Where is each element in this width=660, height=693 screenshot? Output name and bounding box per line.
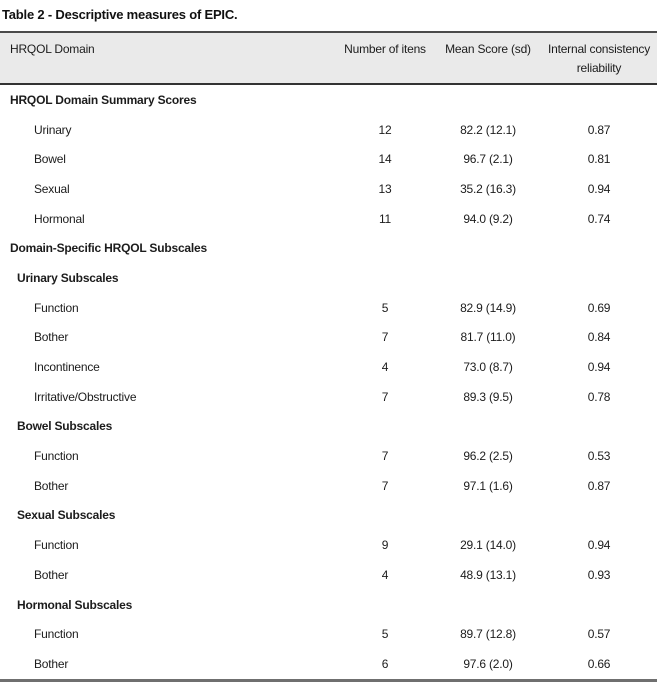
table-row [0, 263, 657, 293]
row-label: Bowel Subscales [17, 419, 113, 434]
table-row [0, 115, 657, 145]
row-label: Irritative/Obstructive [34, 389, 137, 404]
row-label: Bowel [34, 152, 66, 167]
row-number-of-items: 4 [381, 360, 389, 375]
table-row [0, 441, 657, 471]
row-label: Hormonal Subscales [17, 597, 133, 612]
table-row [0, 233, 657, 263]
row-label: Bother [34, 656, 69, 671]
row-mean-score: 81.7 (11.0) [460, 330, 516, 345]
row-reliability: 0.66 [587, 656, 611, 671]
row-label: Function [34, 627, 79, 642]
row-reliability: 0.57 [587, 627, 611, 642]
row-number-of-items: 5 [381, 627, 389, 642]
row-label: Bother [34, 567, 69, 582]
table-row [0, 144, 657, 174]
row-mean-score: 97.1 (1.6) [463, 478, 513, 493]
row-number-of-items: 7 [381, 478, 389, 493]
row-mean-score: 35.2 (16.3) [460, 181, 516, 196]
row-reliability: 0.78 [587, 389, 611, 404]
row-reliability: 0.74 [587, 211, 611, 226]
table-row [0, 293, 657, 323]
row-label: HRQOL Domain Summary Scores [10, 92, 197, 107]
table-row [0, 85, 657, 115]
row-number-of-items: 4 [381, 567, 389, 582]
row-mean-score: 82.9 (14.9) [460, 300, 516, 315]
row-label: Function [34, 538, 79, 553]
row-number-of-items: 7 [381, 330, 389, 345]
row-reliability: 0.84 [587, 330, 611, 345]
table-row [0, 560, 657, 590]
row-mean-score: 48.9 (13.1) [460, 567, 516, 582]
table-row [0, 412, 657, 442]
row-number-of-items: 5 [381, 300, 389, 315]
row-mean-score: 96.7 (2.1) [463, 152, 513, 167]
row-label: Incontinence [34, 360, 100, 375]
table-row [0, 590, 657, 620]
table-row [0, 352, 657, 382]
column-header-items: Number of itens [344, 42, 426, 56]
row-reliability: 0.93 [587, 567, 611, 582]
row-number-of-items: 12 [378, 122, 392, 137]
row-label: Urinary Subscales [17, 270, 119, 285]
epic-table [0, 31, 657, 682]
row-label: Sexual Subscales [17, 508, 116, 523]
row-mean-score: 82.2 (12.1) [460, 122, 516, 137]
row-mean-score: 89.3 (9.5) [463, 389, 513, 404]
row-mean-score: 96.2 (2.5) [463, 449, 513, 464]
row-label: Hormonal [34, 211, 85, 226]
row-mean-score: 73.0 (8.7) [463, 360, 513, 375]
row-label: Bother [34, 330, 69, 345]
table-row [0, 204, 657, 234]
row-number-of-items: 13 [378, 181, 392, 196]
row-label: Sexual [34, 181, 70, 196]
table-row [0, 382, 657, 412]
column-header-domain: HRQOL Domain [10, 42, 95, 56]
table-row [0, 649, 657, 679]
row-mean-score: 94.0 (9.2) [463, 211, 513, 226]
row-reliability: 0.94 [587, 181, 611, 196]
row-reliability: 0.87 [587, 478, 611, 493]
row-number-of-items: 9 [381, 538, 389, 553]
table-row [0, 323, 657, 353]
row-label: Function [34, 449, 79, 464]
column-header-reliability: Internal consistency reliability [547, 42, 651, 75]
row-number-of-items: 7 [381, 449, 389, 464]
table-body [0, 85, 657, 679]
row-number-of-items: 6 [381, 656, 389, 671]
row-reliability: 0.94 [587, 538, 611, 553]
row-reliability: 0.94 [587, 360, 611, 375]
row-reliability: 0.53 [587, 449, 611, 464]
row-label: Bother [34, 478, 69, 493]
row-mean-score: 89.7 (12.8) [460, 627, 516, 642]
row-number-of-items: 14 [378, 152, 392, 167]
table-row [0, 530, 657, 560]
column-header-mean: Mean Score (sd) [445, 42, 531, 56]
table-row [0, 174, 657, 204]
row-label: Domain-Specific HRQOL Subscales [10, 241, 207, 256]
row-reliability: 0.81 [587, 152, 611, 167]
row-number-of-items: 11 [378, 211, 392, 226]
row-number-of-items: 7 [381, 389, 389, 404]
row-reliability: 0.87 [587, 122, 611, 137]
table-row [0, 619, 657, 649]
table-header-row [0, 33, 657, 85]
row-label: Function [34, 300, 79, 315]
table-row [0, 501, 657, 531]
row-mean-score: 97.6 (2.0) [463, 656, 513, 671]
table-row [0, 471, 657, 501]
row-mean-score: 29.1 (14.0) [460, 538, 516, 553]
row-label: Urinary [34, 122, 72, 137]
row-reliability: 0.69 [587, 300, 611, 315]
table-caption: Table 2 - Descriptive measures of EPIC. [2, 7, 238, 22]
